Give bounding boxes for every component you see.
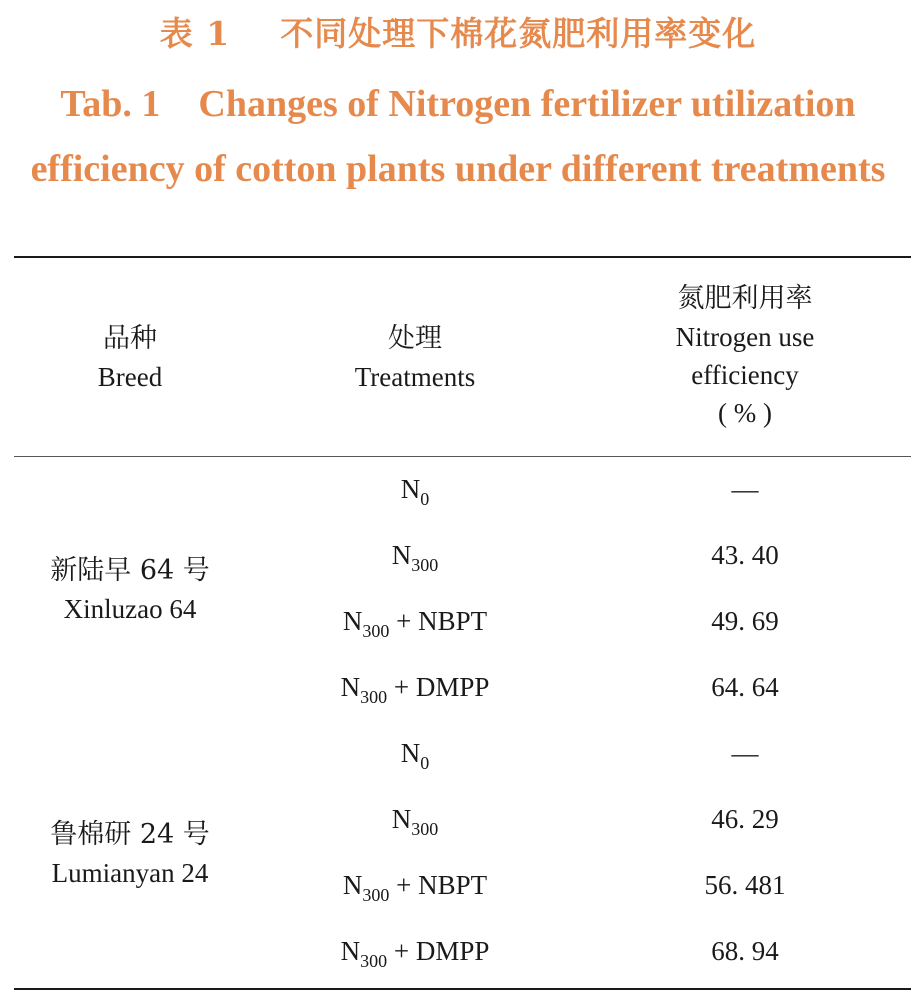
header-rule — [14, 456, 911, 457]
efficiency-value: 46. 29 — [711, 804, 779, 834]
efficiency-value: 68. 94 — [711, 936, 779, 966]
efficiency-value: 64. 64 — [711, 672, 779, 702]
group-breed-en: Lumianyan 24 — [51, 858, 209, 888]
treatment-cell: $N_{300}$ — [391, 804, 439, 839]
treatment-cell: $N_{300}$ + DMPP — [340, 936, 490, 971]
top-rule — [14, 256, 911, 258]
treatment-cell: $N_{300}$ + DMPP — [340, 672, 490, 707]
header-breed — [30, 320, 230, 396]
group-breed-cn: 鲁棉研 24 号 — [50, 819, 210, 850]
treatment-cell: $N_{300}$ + NBPT — [342, 870, 488, 905]
group-breed-en: Xinluzao 64 — [63, 594, 197, 624]
header-efficiency-en-1: Nitrogen use — [675, 322, 815, 352]
header-efficiency-en-2: efficiency — [691, 360, 799, 390]
treatment-cell: $N_0$ — [400, 474, 430, 509]
efficiency-value: 43. 40 — [711, 540, 779, 570]
group-breed — [30, 552, 230, 628]
treatment-cell: $N_{300}$ + NBPT — [342, 606, 488, 641]
header-efficiency — [620, 280, 870, 432]
efficiency-value: 56. 481 — [704, 870, 786, 900]
table-title-cn: 表 1 不同处理下棉花氮肥利用率变化 — [159, 14, 757, 53]
group-breed-cn: 新陆早 64 号 — [50, 555, 210, 586]
table-title-en: Tab. 1 Changes of Nitrogen fertilizer utilization efficiency of cotton plants under different treatments — [30, 83, 886, 190]
header-treatment-en: Treatments — [354, 362, 476, 392]
efficiency-value: — — [731, 738, 759, 768]
treatment-cell: $N_{300}$ — [391, 540, 439, 575]
bottom-rule — [14, 988, 911, 990]
header-breed-en: Breed — [97, 362, 163, 392]
efficiency-value: — — [731, 474, 759, 504]
group-breed — [30, 816, 230, 892]
header-efficiency-cn: 氮肥利用率 — [677, 283, 813, 314]
header-treatment-cn: 处理 — [388, 323, 442, 354]
treatment-cell: $N_0$ — [400, 738, 430, 773]
efficiency-value: 49. 69 — [711, 606, 779, 636]
header-efficiency-unit: ( % ) — [718, 398, 772, 428]
header-breed-cn: 品种 — [103, 323, 157, 354]
header-treatment — [290, 320, 540, 396]
